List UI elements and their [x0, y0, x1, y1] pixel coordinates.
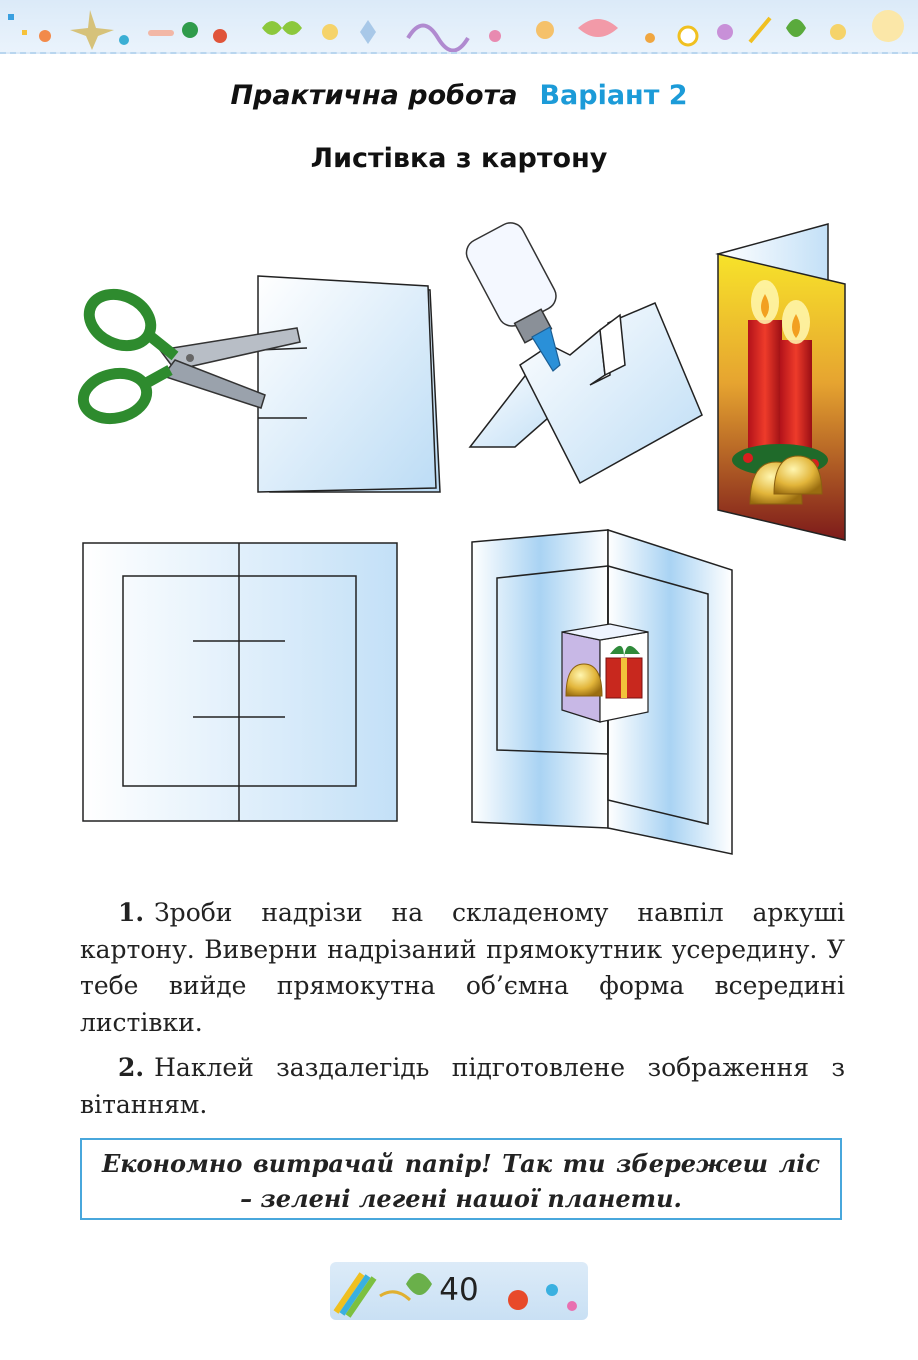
eco-note-box: [80, 1138, 842, 1220]
page-subtitle: Листівка з картону: [310, 143, 608, 174]
candle-card-illustration: [710, 222, 850, 544]
step-1: [80, 895, 845, 1041]
page-footer: [330, 1262, 588, 1320]
flat-card-template: [82, 542, 400, 824]
popup-card-illustration: [470, 528, 735, 856]
page-number: 40: [439, 1272, 479, 1308]
eco-note-text: Економно витрачай папір! Так ти збережеш ліс – зелені легені нашої планети.: [102, 1149, 820, 1213]
step-2-text: Наклей заздалегідь підготовлене зображення з вітанням.: [80, 1053, 845, 1119]
step-2-number: 2.: [118, 1053, 145, 1082]
step-1-text: Зроби надрізи на складеному навпіл аркуші картону. Виверни надрізаний прямокутник усередину. У тебе вийде прямокутна об’ємна форма всередині листівки.: [80, 898, 845, 1037]
page-heading: [0, 80, 918, 111]
heading-title: Практична робота: [230, 80, 518, 111]
top-decor-band: [0, 0, 918, 54]
step-1-number: 1.: [118, 898, 145, 927]
heading-variant: Варіант 2: [539, 80, 688, 111]
glue-bottle-icon: [462, 218, 561, 371]
decor-ornaments: [0, 0, 918, 52]
step-2: [80, 1050, 845, 1123]
scissors-cutting-illustration: [75, 270, 450, 500]
glue-card-illustration: [460, 215, 710, 490]
